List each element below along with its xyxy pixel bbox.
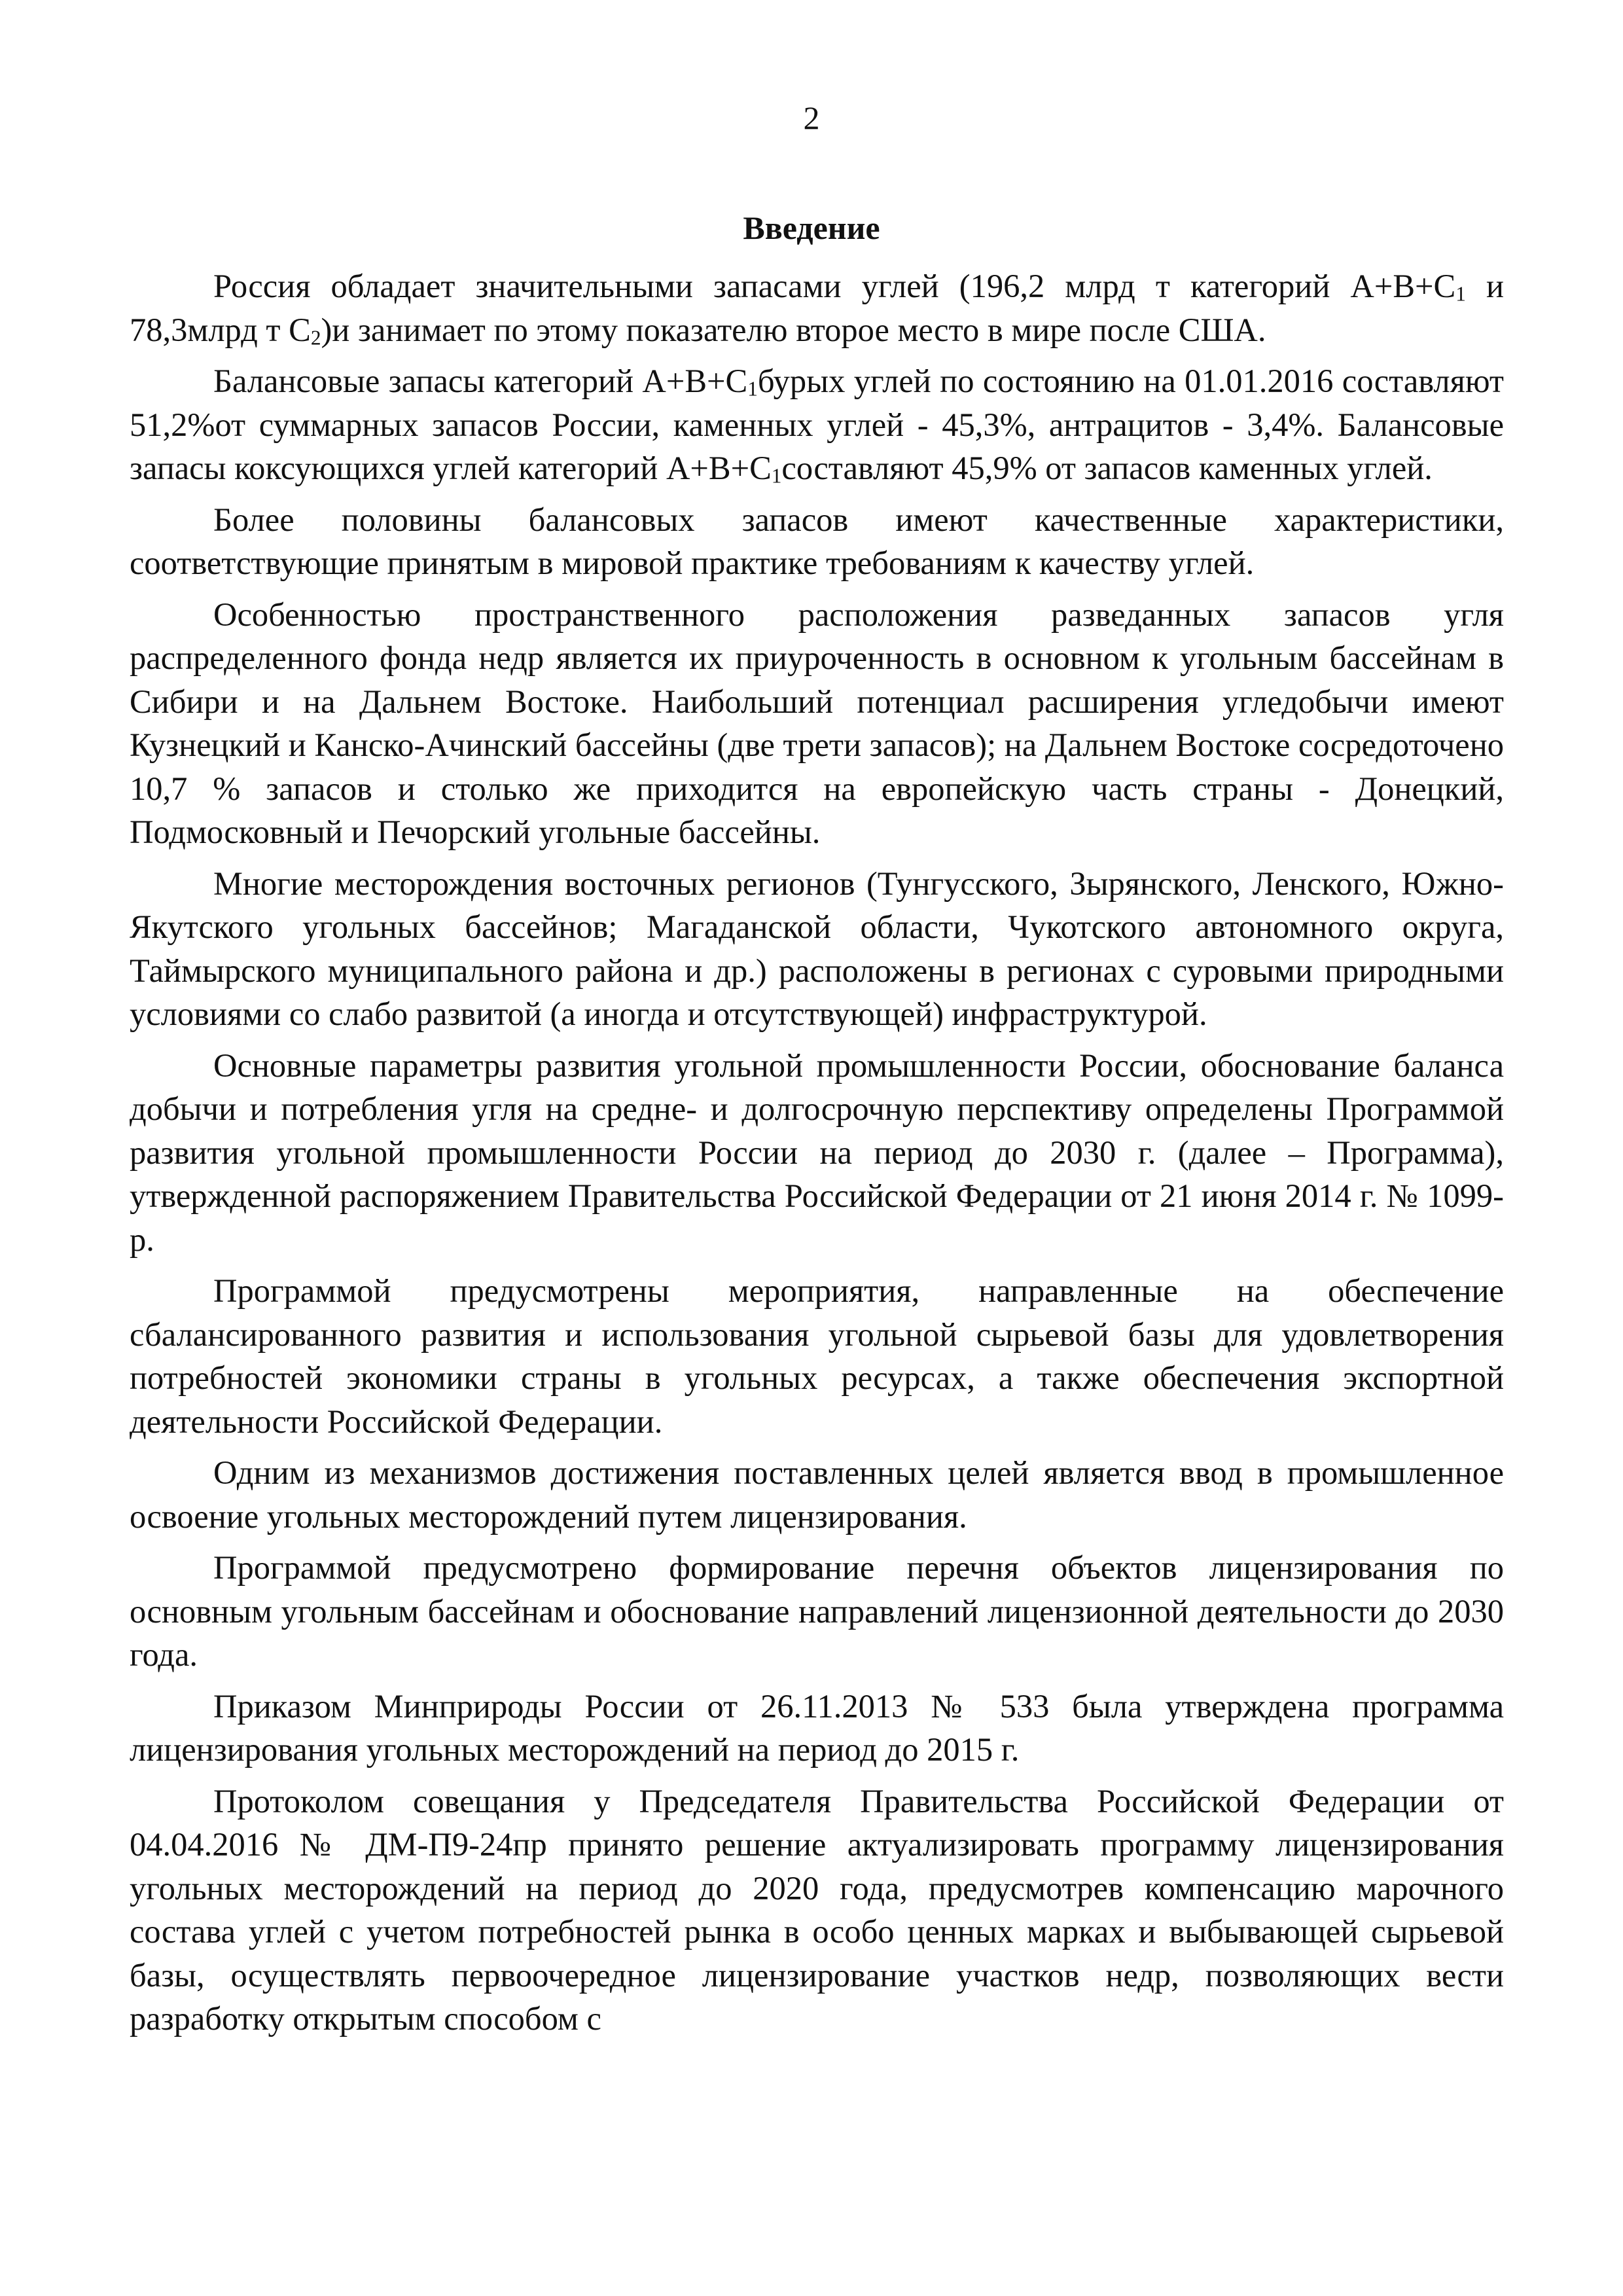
page-number: 2: [803, 99, 820, 136]
paragraph: [130, 1451, 1504, 1538]
paragraph-text: Приказом Минприроды России от 26.11.2013 № 533 была утверждена программа лицензирования угольных месторождений на период до 2015 г.: [130, 1687, 1504, 1768]
subscript-index: 1: [1455, 282, 1466, 306]
paragraph-text: Программой предусмотрено формирование перечня объектов лицензирования по основным угольным бассейнам и обоснование направлений лицензионной деятельности до 2030 года.: [130, 1549, 1504, 1673]
paragraph-text: составляют 45,9% от запасов каменных углей.: [781, 450, 1433, 486]
paragraph-text: Основные параметры развития угольной промышленности России, обоснование баланса добычи и потребления угля на средне- и долгосрочную перспективу определены Программой развития угольной промышленности России на период до 2030 г. (далее – Программа), утвержденной распоряжением Правительства Российской Федерации от 21 июня 2014 г. № 1099-р.: [130, 1047, 1504, 1258]
paragraph: [130, 1780, 1504, 2041]
paragraph: [130, 1269, 1504, 1443]
paragraph-text: Особенностью пространственного расположения разведанных запасов угля распределенного фонда недр является их приуроченность в основном к угольным бассейнам в Сибири и на Дальнем Востоке. Наибольший потенциал расширения угледобычи имеют Кузнецкий и Канско-Ачинский бассейны (две трети запасов); на Дальнем Востоке сосредоточено 10,7 % запасов и столько же приходится на европейскую часть страны - Донецкий, Подмосковный и Печорский угольные бассейны.: [130, 596, 1504, 850]
paragraph: [130, 264, 1504, 351]
paragraph-text: Одним из механизмов достижения поставленных целей является ввод в промышленное освоение угольных месторождений путем лицензирования.: [130, 1454, 1504, 1535]
subscript-index: 2: [310, 326, 321, 350]
paragraph-text: Более половины балансовых запасов имеют качественные характеристики, соответствующие принятым в мировой практике требованиям к качеству углей.: [130, 501, 1504, 581]
paragraph: [130, 862, 1504, 1036]
paragraph: [130, 1685, 1504, 1772]
section-title: Введение: [743, 209, 880, 246]
subscript-index: 1: [771, 464, 782, 488]
paragraph-text: Программой предусмотрены мероприятия, направленные на обеспечение сбалансированного развития и использования угольной сырьевой базы для удовлетворения потребностей экономики страны в угольных ресурсах, а также обеспечения экспортной деятельности Российской Федерации.: [130, 1272, 1504, 1440]
paragraph: [130, 593, 1504, 854]
paragraph: [130, 1044, 1504, 1262]
paragraph-text: Балансовые запасы категорий А+В+С: [213, 363, 748, 399]
subscript-index: 1: [747, 377, 758, 401]
paragraph: [130, 1546, 1504, 1677]
paragraph: [130, 498, 1504, 585]
paragraph-text: Протоколом совещания у Председателя Правительства Российской Федерации от 04.04.2016 № ДМ-П9-24пр принято решение актуализировать программу лицензирования угольных месторождений на период до 2020 года, предусмотрев компенсацию марочного состава углей с учетом потребностей рынка в особо ценных марках и выбывающей сырьевой базы, осуществлять первоочередное лицензирование участков недр, позволяющих вести разработку открытым способом с: [130, 1782, 1504, 2037]
paragraph-text: Многие месторождения восточных регионов (Тунгусского, Зырянского, Ленского, Южно-Якутского угольных бассейнов; Магаданской области, Чукотского автономного округа, Таймырского муниципального района и др.) расположены в регионах с суровыми природными условиями со слабо развитой (а иногда и отсутствующей) инфраструктурой.: [130, 865, 1504, 1032]
paragraph-text: )и занимает по этому показателю второе место в мире после США.: [321, 311, 1266, 348]
paragraph-text: и 78,3млрд т С: [130, 268, 1505, 348]
paragraph-text: бурых углей по состоянию на 01.01.2016 составляют 51,2%от суммарных запасов России, каменных углей - 45,3%, антрацитов - 3,4%. Балансовые запасы коксующихся углей категорий А+В+С: [130, 363, 1504, 486]
paragraph: [130, 359, 1504, 490]
paragraph-text: Россия обладает значительными запасами углей (196,2 млрд т категорий А+В+С: [213, 268, 1456, 304]
document-body: [130, 264, 1504, 2049]
